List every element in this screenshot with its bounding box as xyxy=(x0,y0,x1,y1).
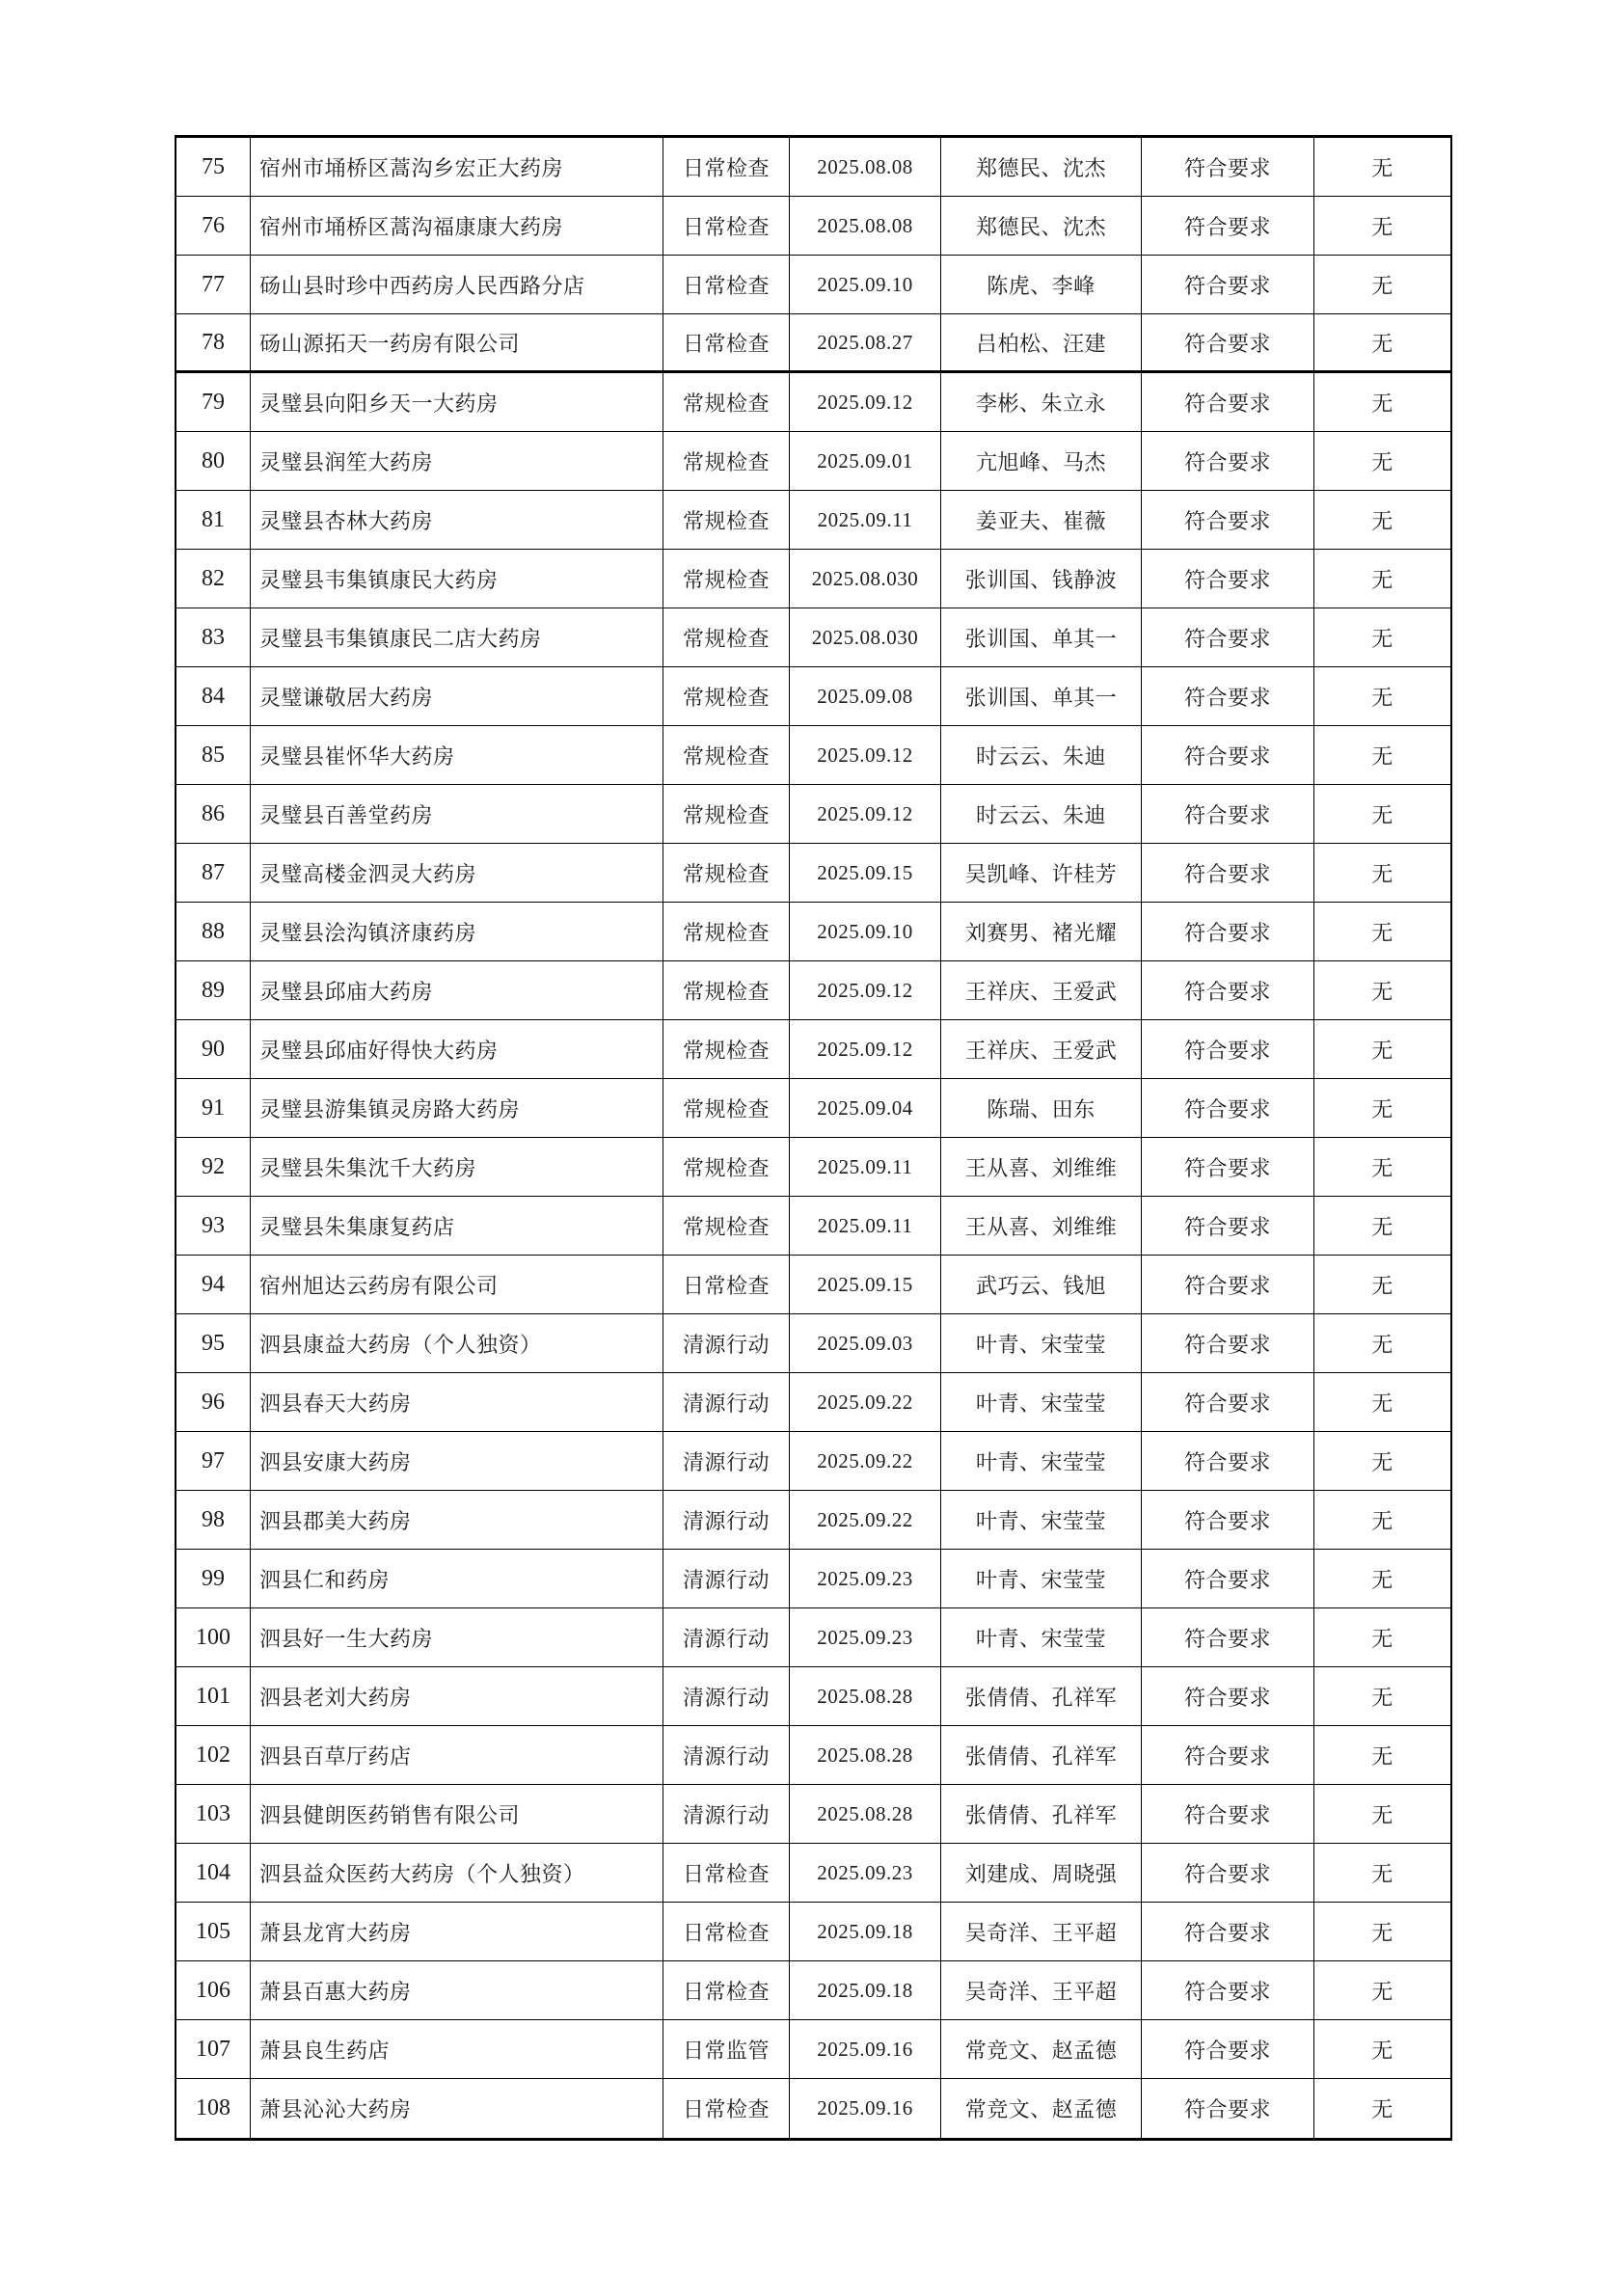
result-cell: 符合要求 xyxy=(1142,1432,1314,1490)
inspection-type-cell: 常规检查 xyxy=(663,667,790,725)
pharmacy-name-cell: 砀山县时珍中西药房人民西路分店 xyxy=(251,256,663,313)
inspection-type-cell: 常规检查 xyxy=(663,844,790,902)
inspection-date-cell: 2025.09.23 xyxy=(790,1608,941,1666)
inspectors-cell: 张训国、单其一 xyxy=(941,608,1142,666)
row-number-cell: 88 xyxy=(176,903,251,960)
row-number-cell: 104 xyxy=(176,1844,251,1902)
issues-cell: 无 xyxy=(1371,1920,1393,1945)
table-row xyxy=(176,785,1450,844)
pharmacy-name-cell: 萧县龙宵大药房 xyxy=(251,1903,663,1960)
pharmacy-name-cell: 灵璧县邱庙大药房 xyxy=(251,961,663,1019)
inspection-type-cell: 日常监管 xyxy=(663,2020,790,2078)
inspectors-cell: 张训国、单其一 xyxy=(941,667,1142,725)
result-cell: 符合要求 xyxy=(1142,1667,1314,1725)
inspection-type-cell: 常规检查 xyxy=(663,785,790,843)
pharmacy-name-cell: 泗县百草厅药店 xyxy=(251,1726,663,1784)
pharmacy-name-cell: 泗县康益大药房（个人独资） xyxy=(251,1314,663,1372)
inspection-date-cell: 2025.08.28 xyxy=(790,1726,941,1784)
inspectors-cell: 时云云、朱迪 xyxy=(941,726,1142,784)
inspection-type-cell: 日常检查 xyxy=(663,1961,790,2019)
pharmacy-name-cell: 灵璧县邱庙好得快大药房 xyxy=(251,1020,663,1078)
inspection-type-cell: 日常检查 xyxy=(663,256,790,313)
table-row xyxy=(176,2020,1450,2079)
table-row xyxy=(176,1608,1450,1667)
inspection-type-cell: 清源行动 xyxy=(663,1314,790,1372)
table-row xyxy=(176,903,1450,961)
inspection-type-cell: 常规检查 xyxy=(663,432,790,490)
inspection-date-cell: 2025.08.030 xyxy=(790,550,941,608)
inspectors-cell: 武巧云、钱旭 xyxy=(941,1256,1142,1313)
inspectors-cell: 吴奇洋、王平超 xyxy=(941,1903,1142,1960)
result-cell: 符合要求 xyxy=(1142,608,1314,666)
inspection-date-cell: 2025.09.12 xyxy=(790,961,941,1019)
inspection-type-cell: 日常检查 xyxy=(663,1256,790,1313)
result-cell: 符合要求 xyxy=(1142,785,1314,843)
inspectors-cell: 王从喜、刘维维 xyxy=(941,1197,1142,1255)
inspection-type-cell: 日常检查 xyxy=(663,138,790,196)
issues-cell: 无 xyxy=(1371,1626,1393,1651)
result-cell: 符合要求 xyxy=(1142,373,1314,431)
issues-cell: 无 xyxy=(1371,1508,1393,1533)
inspectors-cell: 常竞文、赵孟德 xyxy=(941,2020,1142,2078)
inspection-date-cell: 2025.09.12 xyxy=(790,373,941,431)
pharmacy-name-cell: 泗县安康大药房 xyxy=(251,1432,663,1490)
issues-cell: 无 xyxy=(1371,273,1393,298)
issues-cell: 无 xyxy=(1371,2097,1393,2121)
result-cell: 符合要求 xyxy=(1142,1726,1314,1784)
issues-cell: 无 xyxy=(1371,743,1393,769)
inspection-type-cell: 清源行动 xyxy=(663,1550,790,1607)
inspection-date-cell: 2025.08.08 xyxy=(790,138,941,196)
inspectors-cell: 王祥庆、王爱武 xyxy=(941,1020,1142,1078)
result-cell: 符合要求 xyxy=(1142,1491,1314,1549)
row-number-cell: 76 xyxy=(176,197,251,255)
pharmacy-name-cell: 灵璧县杏林大药房 xyxy=(251,491,663,549)
issues-cell: 无 xyxy=(1371,1861,1393,1886)
issues-cell: 无 xyxy=(1371,1802,1393,1827)
result-cell: 符合要求 xyxy=(1142,550,1314,608)
table-row xyxy=(176,1079,1450,1138)
result-cell: 符合要求 xyxy=(1142,1844,1314,1902)
table-row xyxy=(176,1844,1450,1903)
inspectors-cell: 王祥庆、王爱武 xyxy=(941,961,1142,1019)
row-number-cell: 107 xyxy=(176,2020,251,2078)
table-row xyxy=(176,1138,1450,1197)
row-number-cell: 75 xyxy=(176,138,251,196)
inspection-type-cell: 清源行动 xyxy=(663,1726,790,1784)
issues-cell: 无 xyxy=(1371,214,1393,239)
pharmacy-name-cell: 灵璧县崔怀华大药房 xyxy=(251,726,663,784)
inspection-date-cell: 2025.08.030 xyxy=(790,608,941,666)
row-number-cell: 105 xyxy=(176,1903,251,1960)
inspection-type-cell: 常规检查 xyxy=(663,903,790,960)
inspectors-cell: 李彬、朱立永 xyxy=(941,373,1142,431)
inspection-date-cell: 2025.09.12 xyxy=(790,785,941,843)
inspectors-cell: 叶青、宋莹莹 xyxy=(941,1608,1142,1666)
inspection-date-cell: 2025.09.10 xyxy=(790,903,941,960)
inspectors-cell: 吕柏松、汪建 xyxy=(941,314,1142,370)
inspection-date-cell: 2025.09.01 xyxy=(790,432,941,490)
inspection-date-cell: 2025.09.11 xyxy=(790,1138,941,1196)
inspection-date-cell: 2025.09.18 xyxy=(790,1961,941,2019)
inspection-type-cell: 常规检查 xyxy=(663,961,790,1019)
inspectors-cell: 张倩倩、孔祥军 xyxy=(941,1785,1142,1843)
inspection-date-cell: 2025.09.16 xyxy=(790,2079,941,2138)
row-number-cell: 95 xyxy=(176,1314,251,1372)
inspection-date-cell: 2025.09.16 xyxy=(790,2020,941,2078)
row-number-cell: 101 xyxy=(176,1667,251,1725)
pharmacy-name-cell: 砀山源拓天一药房有限公司 xyxy=(251,314,663,370)
pharmacy-name-cell: 灵璧县百善堂药房 xyxy=(251,785,663,843)
table-row xyxy=(176,1903,1450,1961)
pharmacy-name-cell: 灵璧县润笙大药房 xyxy=(251,432,663,490)
table-row xyxy=(176,314,1450,373)
issues-cell: 无 xyxy=(1371,1743,1393,1769)
table-row xyxy=(176,256,1450,314)
row-number-cell: 97 xyxy=(176,1432,251,1490)
issues-cell: 无 xyxy=(1371,685,1393,710)
inspectors-cell: 时云云、朱迪 xyxy=(941,785,1142,843)
result-cell: 符合要求 xyxy=(1142,1608,1314,1666)
inspection-date-cell: 2025.09.10 xyxy=(790,256,941,313)
table-row xyxy=(176,726,1450,785)
issues-cell: 无 xyxy=(1371,802,1393,827)
pharmacy-name-cell: 灵璧谦敬居大药房 xyxy=(251,667,663,725)
table-row xyxy=(176,373,1450,432)
result-cell: 符合要求 xyxy=(1142,2020,1314,2078)
issues-cell: 无 xyxy=(1371,155,1393,180)
inspectors-cell: 叶青、宋莹莹 xyxy=(941,1373,1142,1431)
inspectors-cell: 陈瑞、田东 xyxy=(941,1079,1142,1137)
table-row xyxy=(176,1373,1450,1432)
result-cell: 符合要求 xyxy=(1142,961,1314,1019)
row-number-cell: 108 xyxy=(176,2079,251,2138)
row-number-cell: 99 xyxy=(176,1550,251,1607)
issues-cell: 无 xyxy=(1371,1391,1393,1416)
inspection-date-cell: 2025.09.12 xyxy=(790,1020,941,1078)
row-number-cell: 78 xyxy=(176,314,251,370)
inspection-type-cell: 常规检查 xyxy=(663,1197,790,1255)
result-cell: 符合要求 xyxy=(1142,1314,1314,1372)
row-number-cell: 103 xyxy=(176,1785,251,1843)
inspection-type-cell: 常规检查 xyxy=(663,373,790,431)
inspection-type-cell: 清源行动 xyxy=(663,1491,790,1549)
result-cell: 符合要求 xyxy=(1142,844,1314,902)
table-row xyxy=(176,197,1450,256)
inspection-date-cell: 2025.09.22 xyxy=(790,1491,941,1549)
inspection-table xyxy=(175,135,1452,2141)
inspection-type-cell: 常规检查 xyxy=(663,1079,790,1137)
result-cell: 符合要求 xyxy=(1142,138,1314,196)
row-number-cell: 86 xyxy=(176,785,251,843)
result-cell: 符合要求 xyxy=(1142,1020,1314,1078)
pharmacy-name-cell: 萧县百惠大药房 xyxy=(251,1961,663,2019)
inspection-type-cell: 清源行动 xyxy=(663,1373,790,1431)
result-cell: 符合要求 xyxy=(1142,256,1314,313)
inspection-date-cell: 2025.08.08 xyxy=(790,197,941,255)
issues-cell: 无 xyxy=(1371,1449,1393,1474)
pharmacy-name-cell: 泗县益众医药大药房（个人独资） xyxy=(251,1844,663,1902)
result-cell: 符合要求 xyxy=(1142,1138,1314,1196)
issues-cell: 无 xyxy=(1371,979,1393,1004)
result-cell: 符合要求 xyxy=(1142,1550,1314,1607)
inspection-type-cell: 日常检查 xyxy=(663,314,790,370)
inspection-type-cell: 常规检查 xyxy=(663,608,790,666)
inspection-date-cell: 2025.09.03 xyxy=(790,1314,941,1372)
issues-cell: 无 xyxy=(1371,1979,1393,2004)
issues-cell: 无 xyxy=(1371,567,1393,592)
table-row xyxy=(176,1197,1450,1256)
table-row xyxy=(176,1314,1450,1373)
row-number-cell: 100 xyxy=(176,1608,251,1666)
pharmacy-name-cell: 灵璧县朱集沈千大药房 xyxy=(251,1138,663,1196)
issues-cell: 无 xyxy=(1371,626,1393,651)
inspectors-cell: 张倩倩、孔祥军 xyxy=(941,1726,1142,1784)
table-row xyxy=(176,1256,1450,1314)
result-cell: 符合要求 xyxy=(1142,197,1314,255)
result-cell: 符合要求 xyxy=(1142,2079,1314,2138)
issues-cell: 无 xyxy=(1371,920,1393,945)
row-number-cell: 90 xyxy=(176,1020,251,1078)
pharmacy-name-cell: 宿州旭达云药房有限公司 xyxy=(251,1256,663,1313)
pharmacy-name-cell: 宿州市埇桥区蒿沟乡宏正大药房 xyxy=(251,138,663,196)
table-row xyxy=(176,844,1450,903)
inspection-type-cell: 常规检查 xyxy=(663,550,790,608)
table-row xyxy=(176,667,1450,726)
pharmacy-name-cell: 萧县沁沁大药房 xyxy=(251,2079,663,2138)
pharmacy-name-cell: 泗县春天大药房 xyxy=(251,1373,663,1431)
result-cell: 符合要求 xyxy=(1142,491,1314,549)
pharmacy-name-cell: 灵璧县向阳乡天一大药房 xyxy=(251,373,663,431)
issues-cell: 无 xyxy=(1371,449,1393,474)
table-row xyxy=(176,1785,1450,1844)
result-cell: 符合要求 xyxy=(1142,1256,1314,1313)
inspectors-cell: 叶青、宋莹莹 xyxy=(941,1550,1142,1607)
inspection-type-cell: 清源行动 xyxy=(663,1608,790,1666)
table-row xyxy=(176,1432,1450,1491)
result-cell: 符合要求 xyxy=(1142,1903,1314,1960)
result-cell: 符合要求 xyxy=(1142,1197,1314,1255)
table-row xyxy=(176,138,1450,197)
inspectors-cell: 郑德民、沈杰 xyxy=(941,197,1142,255)
pharmacy-name-cell: 灵璧县朱集康复药店 xyxy=(251,1197,663,1255)
pharmacy-name-cell: 灵璧县浍沟镇济康药房 xyxy=(251,903,663,960)
row-number-cell: 79 xyxy=(176,373,251,431)
inspectors-cell: 吴奇洋、王平超 xyxy=(941,1961,1142,2019)
issues-cell: 无 xyxy=(1371,1332,1393,1357)
pharmacy-name-cell: 灵璧县韦集镇康民二店大药房 xyxy=(251,608,663,666)
issues-cell: 无 xyxy=(1371,331,1393,356)
inspection-type-cell: 清源行动 xyxy=(663,1667,790,1725)
inspection-type-cell: 日常检查 xyxy=(663,1903,790,1960)
row-number-cell: 80 xyxy=(176,432,251,490)
pharmacy-name-cell: 泗县老刘大药房 xyxy=(251,1667,663,1725)
issues-cell: 无 xyxy=(1371,1038,1393,1063)
inspectors-cell: 姜亚夫、崔薇 xyxy=(941,491,1142,549)
inspectors-cell: 刘赛男、褚光耀 xyxy=(941,903,1142,960)
inspection-date-cell: 2025.09.23 xyxy=(790,1844,941,1902)
pharmacy-name-cell: 灵璧县游集镇灵房路大药房 xyxy=(251,1079,663,1137)
pharmacy-name-cell: 泗县健朗医药销售有限公司 xyxy=(251,1785,663,1843)
issues-cell: 无 xyxy=(1371,391,1393,416)
row-number-cell: 89 xyxy=(176,961,251,1019)
inspection-date-cell: 2025.09.22 xyxy=(790,1373,941,1431)
result-cell: 符合要求 xyxy=(1142,1373,1314,1431)
inspectors-cell: 王从喜、刘维维 xyxy=(941,1138,1142,1196)
issues-cell: 无 xyxy=(1371,1096,1393,1121)
row-number-cell: 85 xyxy=(176,726,251,784)
table-row xyxy=(176,1020,1450,1079)
pharmacy-name-cell: 泗县郡美大药房 xyxy=(251,1491,663,1549)
issues-cell: 无 xyxy=(1371,1685,1393,1710)
inspection-date-cell: 2025.09.18 xyxy=(790,1903,941,1960)
table-row xyxy=(176,608,1450,667)
inspectors-cell: 张训国、钱静波 xyxy=(941,550,1142,608)
inspection-date-cell: 2025.08.28 xyxy=(790,1785,941,1843)
inspectors-cell: 吴凯峰、许桂芳 xyxy=(941,844,1142,902)
table-row xyxy=(176,491,1450,550)
row-number-cell: 84 xyxy=(176,667,251,725)
pharmacy-name-cell: 灵璧高楼金泗灵大药房 xyxy=(251,844,663,902)
inspection-date-cell: 2025.09.04 xyxy=(790,1079,941,1137)
inspection-type-cell: 常规检查 xyxy=(663,726,790,784)
inspection-date-cell: 2025.08.27 xyxy=(790,314,941,370)
inspection-date-cell: 2025.09.08 xyxy=(790,667,941,725)
inspection-date-cell: 2025.09.15 xyxy=(790,844,941,902)
row-number-cell: 93 xyxy=(176,1197,251,1255)
result-cell: 符合要求 xyxy=(1142,726,1314,784)
pharmacy-name-cell: 萧县良生药店 xyxy=(251,2020,663,2078)
table-row xyxy=(176,432,1450,491)
inspectors-cell: 常竞文、赵孟德 xyxy=(941,2079,1142,2138)
row-number-cell: 98 xyxy=(176,1491,251,1549)
issues-cell: 无 xyxy=(1371,1155,1393,1180)
issues-cell: 无 xyxy=(1371,2038,1393,2063)
table-row xyxy=(176,1961,1450,2020)
inspection-date-cell: 2025.08.28 xyxy=(790,1667,941,1725)
inspection-date-cell: 2025.09.11 xyxy=(790,491,941,549)
inspectors-cell: 叶青、宋莹莹 xyxy=(941,1491,1142,1549)
result-cell: 符合要求 xyxy=(1142,1785,1314,1843)
row-number-cell: 102 xyxy=(176,1726,251,1784)
inspection-type-cell: 清源行动 xyxy=(663,1785,790,1843)
row-number-cell: 91 xyxy=(176,1079,251,1137)
pharmacy-name-cell: 泗县仁和药房 xyxy=(251,1550,663,1607)
result-cell: 符合要求 xyxy=(1142,1079,1314,1137)
table-row xyxy=(176,1726,1450,1785)
inspection-date-cell: 2025.09.15 xyxy=(790,1256,941,1313)
inspection-date-cell: 2025.09.22 xyxy=(790,1432,941,1490)
row-number-cell: 92 xyxy=(176,1138,251,1196)
row-number-cell: 94 xyxy=(176,1256,251,1313)
issues-cell: 无 xyxy=(1371,1214,1393,1239)
inspectors-cell: 叶青、宋莹莹 xyxy=(941,1314,1142,1372)
inspection-date-cell: 2025.09.23 xyxy=(790,1550,941,1607)
pharmacy-name-cell: 泗县好一生大药房 xyxy=(251,1608,663,1666)
inspectors-cell: 刘建成、周晓强 xyxy=(941,1844,1142,1902)
inspectors-cell: 叶青、宋莹莹 xyxy=(941,1432,1142,1490)
table-row xyxy=(176,550,1450,608)
inspection-type-cell: 常规检查 xyxy=(663,1138,790,1196)
row-number-cell: 96 xyxy=(176,1373,251,1431)
row-number-cell: 87 xyxy=(176,844,251,902)
issues-cell: 无 xyxy=(1371,1567,1393,1592)
table-row xyxy=(176,2079,1450,2138)
inspection-type-cell: 日常检查 xyxy=(663,197,790,255)
result-cell: 符合要求 xyxy=(1142,903,1314,960)
issues-cell: 无 xyxy=(1371,861,1393,886)
inspection-date-cell: 2025.09.11 xyxy=(790,1197,941,1255)
issues-cell: 无 xyxy=(1371,508,1393,533)
inspection-type-cell: 清源行动 xyxy=(663,1432,790,1490)
inspection-type-cell: 日常检查 xyxy=(663,2079,790,2138)
result-cell: 符合要求 xyxy=(1142,432,1314,490)
inspectors-cell: 张倩倩、孔祥军 xyxy=(941,1667,1142,1725)
row-number-cell: 77 xyxy=(176,256,251,313)
row-number-cell: 82 xyxy=(176,550,251,608)
inspection-date-cell: 2025.09.12 xyxy=(790,726,941,784)
row-number-cell: 81 xyxy=(176,491,251,549)
inspection-type-cell: 日常检查 xyxy=(663,1844,790,1902)
result-cell: 符合要求 xyxy=(1142,667,1314,725)
result-cell: 符合要求 xyxy=(1142,314,1314,370)
row-number-cell: 83 xyxy=(176,608,251,666)
table-row xyxy=(176,1667,1450,1726)
inspectors-cell: 郑德民、沈杰 xyxy=(941,138,1142,196)
issues-cell: 无 xyxy=(1371,1273,1393,1298)
table-row xyxy=(176,961,1450,1020)
result-cell: 符合要求 xyxy=(1142,1961,1314,2019)
inspection-type-cell: 常规检查 xyxy=(663,491,790,549)
table-row xyxy=(176,1491,1450,1550)
pharmacy-name-cell: 宿州市埇桥区蒿沟福康康大药房 xyxy=(251,197,663,255)
inspectors-cell: 陈虎、李峰 xyxy=(941,256,1142,313)
inspectors-cell: 亢旭峰、马杰 xyxy=(941,432,1142,490)
table-row xyxy=(176,1550,1450,1608)
pharmacy-name-cell: 灵璧县韦集镇康民大药房 xyxy=(251,550,663,608)
inspection-type-cell: 常规检查 xyxy=(663,1020,790,1078)
row-number-cell: 106 xyxy=(176,1961,251,2019)
